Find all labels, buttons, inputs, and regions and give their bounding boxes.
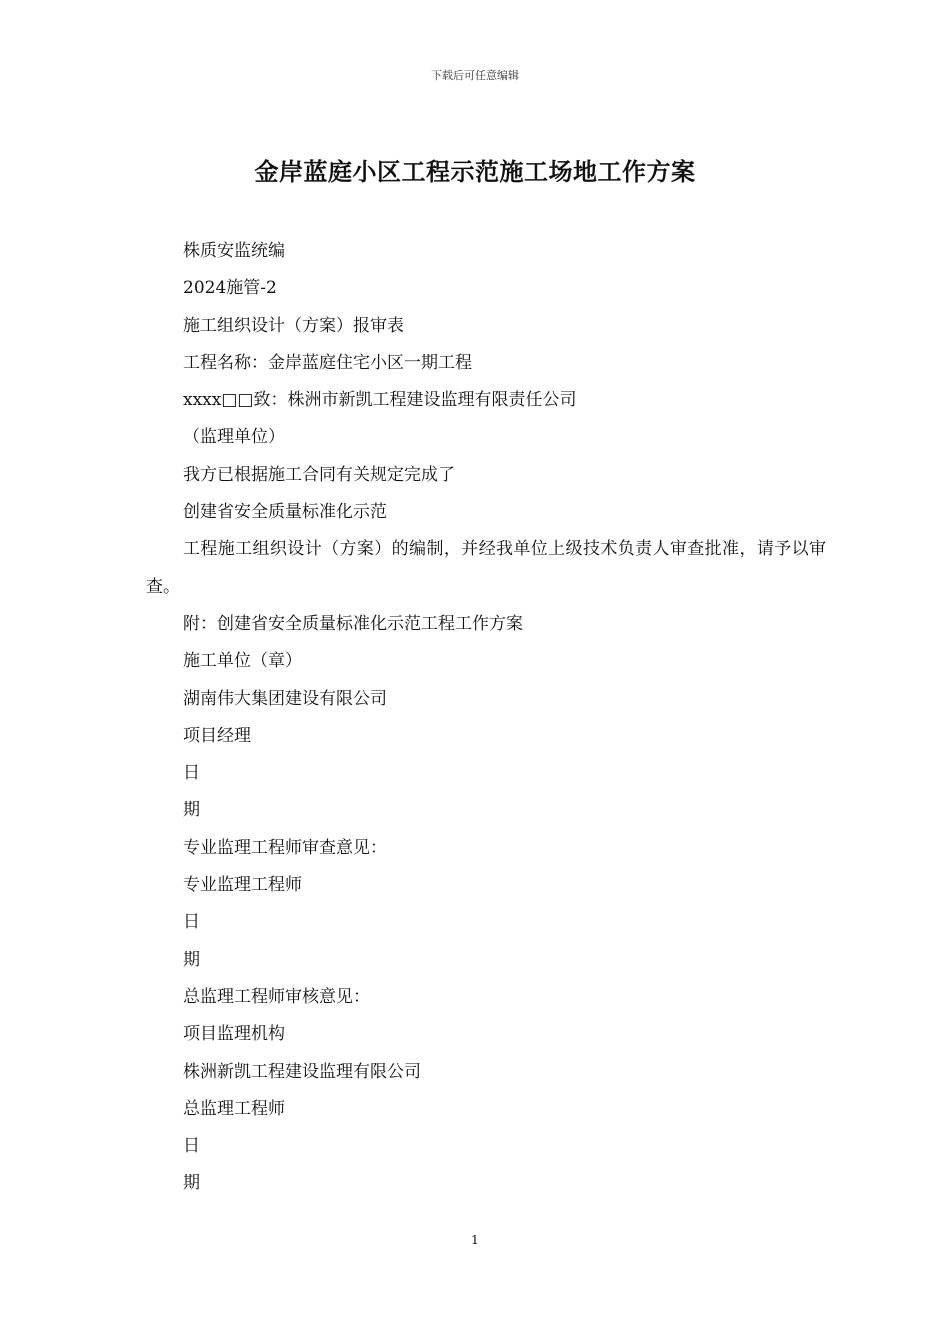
page-number: 1 [471,1233,479,1247]
text-line: 专业监理工程师审查意见： [183,837,387,858]
text-line: 总监理工程师审核意见： [183,986,370,1007]
document-body [146,233,826,1203]
text-line: 施工组织设计（方案）报审表 [183,315,404,336]
text-line: （监理单位） [183,427,285,448]
text-line: 期 [183,800,200,821]
text-line: 专业监理工程师 [183,875,302,896]
text-line: 工程名称：金岸蓝庭住宅小区一期工程 [183,352,472,373]
document-title: 金岸蓝庭小区工程示范施工场地工作方案 [254,157,696,186]
text-line: 日 [183,912,200,933]
text-line: 期 [183,1173,200,1194]
text-line: 株洲新凯工程建设监理有限公司 [183,1061,421,1082]
body-paragraph: 工程施工组织设计（方案）的编制，并经我单位上级技术负责人审查批准，请予以审查。 [146,539,826,597]
text-line: 株质安监统编 [183,241,285,261]
text-line: 项目经理 [183,725,251,746]
text-line: 日 [183,1136,200,1157]
text-line: 我方已根据施工合同有关规定完成了 [183,464,455,485]
text-line: 2024施管-2 [183,278,277,299]
text-line: xxxx□□致：株洲市新凯工程建设监理有限责任公司 [183,390,577,411]
text-line: 期 [183,949,200,970]
header-note: 下载后可任意编辑 [431,69,519,82]
text-line: 项目监理机构 [183,1024,285,1045]
text-line: 创建省安全质量标准化示范 [183,502,387,523]
text-line: 施工单位（章） [183,651,302,672]
text-line: 总监理工程师 [183,1098,285,1119]
text-line: 附：创建省安全质量标准化示范工程工作方案 [183,613,523,634]
text-line: 日 [183,763,200,784]
text-line: 湖南伟大集团建设有限公司 [183,688,387,709]
